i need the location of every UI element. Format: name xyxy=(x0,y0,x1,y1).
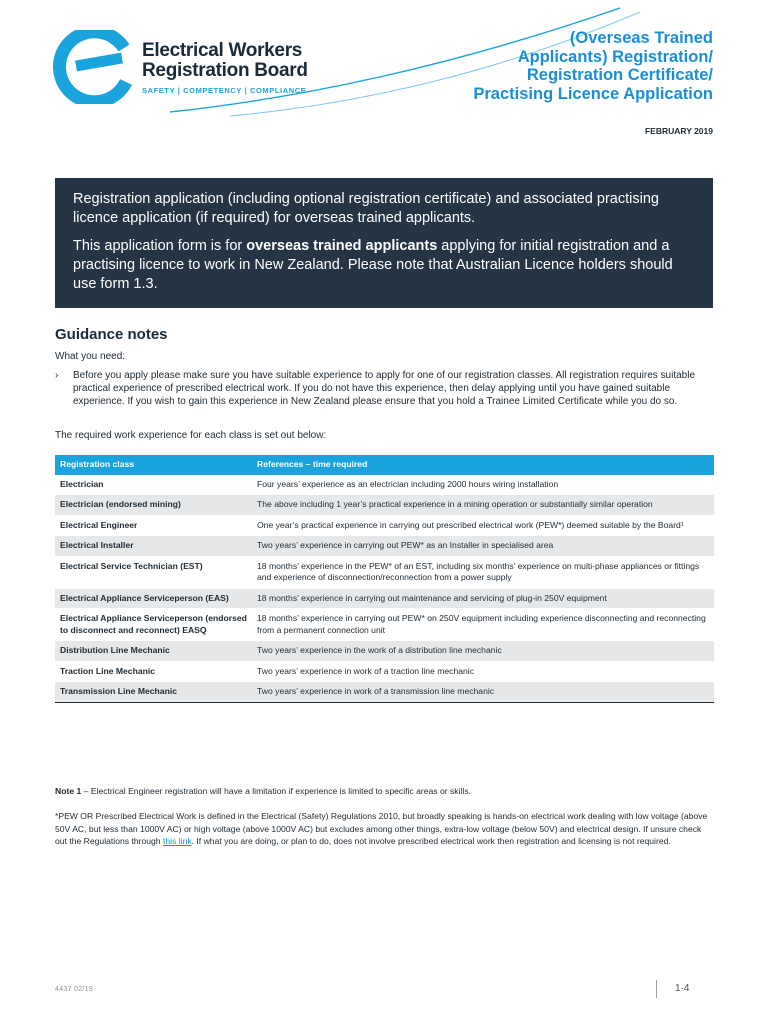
ewrb-e-logo-icon xyxy=(52,30,134,104)
table-cell-class: Electrician xyxy=(55,475,252,495)
note-1-label: Note 1 xyxy=(55,786,82,796)
page-number: 1·4 xyxy=(675,983,690,994)
table-cell-requirement: Two years’ experience in the work of a distribution line mechanic xyxy=(252,641,714,662)
table-cell-class: Transmission Line Mechanic xyxy=(55,682,252,703)
note-1 xyxy=(55,786,471,796)
form-title xyxy=(413,29,713,103)
table-cell-requirement: Two years’ experience in work of a traction line mechanic xyxy=(252,661,714,682)
table-header-class: Registration class xyxy=(55,455,252,475)
note-1-text: – Electrical Engineer registration will have a limitation if experience is limited to specific areas or skills. xyxy=(81,786,472,796)
footer-form-code: 4437 02/19 xyxy=(55,986,94,993)
pew-note-text-end: . If what you are doing, or plan to do, does not involve prescribed electrical work then registration and licensing is not required. xyxy=(191,836,671,846)
required-experience-intro: The required work experience for each class is set out below: xyxy=(55,430,327,441)
pew-definition-note xyxy=(55,810,715,848)
intro-box xyxy=(55,178,713,308)
intro-paragraph-2-emphasis: overseas trained applicants xyxy=(246,238,438,254)
organisation-tagline: SAFETY | COMPETENCY | COMPLIANCE xyxy=(142,86,307,95)
table-row xyxy=(55,588,714,609)
intro-paragraph-2 xyxy=(73,237,695,294)
table-cell-requirement: Two years’ experience in work of a transmission line mechanic xyxy=(252,682,714,703)
organisation-name-line2: Registration Board xyxy=(142,60,308,81)
organisation-name-line1: Electrical Workers xyxy=(142,40,303,61)
registration-class-table xyxy=(55,455,714,703)
intro-paragraph-1: Registration application (including optional registration certificate) and associated practising licence application (if required) for overseas trained applicants. xyxy=(73,191,659,226)
regulations-link[interactable]: this link xyxy=(162,836,192,846)
table-row xyxy=(55,661,714,682)
form-title-line: Registration Certificate/ xyxy=(526,66,713,84)
form-title-line: (Overseas Trained xyxy=(569,29,713,47)
table-cell-class: Distribution Line Mechanic xyxy=(55,641,252,662)
intro-paragraph-2-end: applying for initial registration and a practising licence to work in New Zealand. Please note that Australian Licence holders should use form 1.3. xyxy=(73,238,673,292)
table-cell-class: Electrical Installer xyxy=(55,536,252,557)
guidance-heading: Guidance notes xyxy=(55,326,168,343)
table-header-requirement: References – time required xyxy=(252,455,714,475)
table-row xyxy=(55,641,714,662)
table-row xyxy=(55,556,714,588)
form-date: FEBRUARY 2019 xyxy=(644,126,713,136)
table-cell-class: Electrical Appliance Serviceperson (EAS) xyxy=(55,588,252,609)
table-cell-requirement: The above including 1 year’s practical experience in a mining operation or substantially similar operation xyxy=(252,495,714,516)
table-cell-class: Electrical Service Technician (EST) xyxy=(55,556,252,588)
table-header-row xyxy=(55,455,714,475)
table-row xyxy=(55,536,714,557)
intro-paragraph-2-start: This application form is for xyxy=(73,238,247,254)
table-cell-requirement: 18 months’ experience in carrying out PEW* on 250V equipment including experience disconnecting and reconnecting from a permanent connection unit xyxy=(252,609,714,641)
table-row xyxy=(55,609,714,641)
table-row xyxy=(55,515,714,536)
table-cell-requirement: 18 months’ experience in the PEW* of an EST, including six months’ experience on multi-phase appliances or fittings and experience of disconnection/reconnection from a power supply xyxy=(252,556,714,588)
table-cell-class: Electrical Engineer xyxy=(55,515,252,536)
table-row xyxy=(55,495,714,516)
table-cell-requirement: Four years’ experience as an electrician including 2000 hours wiring installation xyxy=(252,475,714,495)
table-row xyxy=(55,682,714,703)
organisation-name xyxy=(142,41,308,81)
table-cell-requirement: 18 months’ experience in carrying out maintenance and servicing of plug-in 250V equipment xyxy=(252,588,714,609)
table-cell-class: Electrician (endorsed mining) xyxy=(55,495,252,516)
table-cell-requirement: One year’s practical experience in carrying out prescribed electrical work (PEW*) deemed suitable by the Board¹ xyxy=(252,515,714,536)
chevron-right-icon: › xyxy=(55,370,59,381)
guidance-bullet xyxy=(55,369,715,408)
form-title-line: Practising Licence Application xyxy=(473,84,713,103)
table-cell-class: Traction Line Mechanic xyxy=(55,661,252,682)
table-row xyxy=(55,475,714,495)
footer-divider xyxy=(656,980,657,998)
pew-note-text-start: *PEW OR Prescribed Electrical Work is defined in the Electrical (Safety) Regulations 2010, but broadly speaking is hands-on electrical work dealing with low voltage (above 50V AC, but less than 1000V AC) or high voltage (above 1000V AC) but excludes among other things, extra-low voltage (below 50V) and electrical design. If unsure check out the Regulations through xyxy=(55,811,708,846)
guidance-bullet-text: Before you apply please make sure you have suitable experience to apply for one of our registration classes. All registration requires suitable practical experience of prescribed electrical work. If you do not have this experience, then delay applying until you have gained suitable experience. If you wish to gain this experience in New Zealand please ensure that you hold a Trainee Limited Certificate while you do so. xyxy=(73,370,696,407)
table-cell-class: Electrical Appliance Serviceperson (endorsed to disconnect and reconnect) EASQ xyxy=(55,609,252,641)
what-you-need-label: What you need: xyxy=(55,351,126,362)
form-title-line: Applicants) Registration/ xyxy=(517,47,713,66)
table-cell-requirement: Two years’ experience in carrying out PEW* as an Installer in specialised area xyxy=(252,536,714,557)
